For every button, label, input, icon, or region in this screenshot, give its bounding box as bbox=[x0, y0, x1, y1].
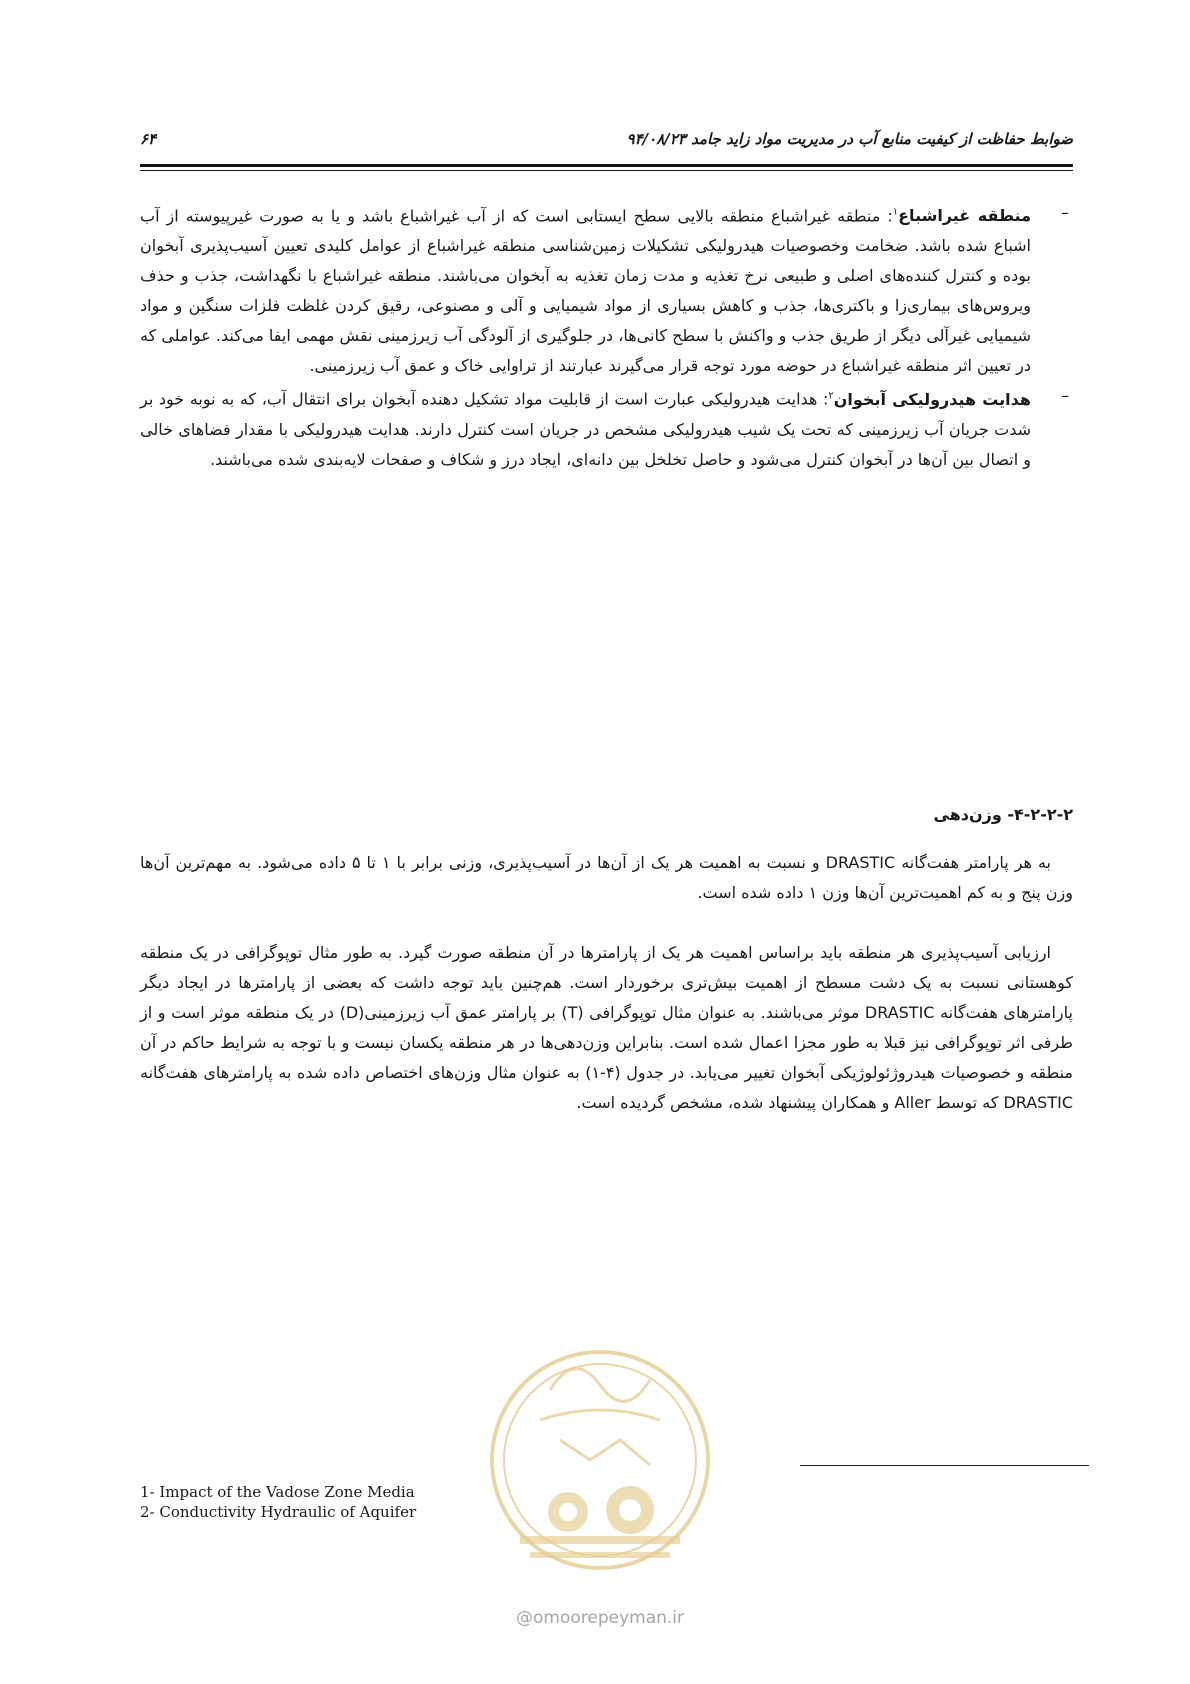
bullet-term bbox=[893, 206, 1031, 225]
page-number: ۶۴ bbox=[140, 130, 157, 148]
footnote-ref: ۱ bbox=[892, 207, 899, 218]
footnotes bbox=[140, 1482, 416, 1522]
header-title bbox=[609, 130, 1073, 148]
bullet-paragraph bbox=[140, 198, 1031, 381]
header-divider bbox=[140, 164, 1073, 171]
body-paragraph: به هر پارامتر هفت‌گانه DRASTIC و نسبت به اهمیت هر یک از آن‌ها در آسیب‌پذیری، وزنی برابر با ۱ تا ۵ داده می‌شود. به مهم‌ترین آن‌ها وزن پنج و به کم اهمیت‌ترین آن‌ها وزن ۱ داده شده است. bbox=[140, 853, 1073, 902]
header-title-text: ضوابط حفاظت از کیفیت منابع آب در مدیریت مواد زاید جامد bbox=[691, 130, 1073, 148]
footnote-divider bbox=[800, 1465, 1089, 1466]
bullet-term bbox=[828, 390, 1031, 409]
bullet-term-text: منطقه غیراشباع bbox=[898, 206, 1031, 226]
bullet-term-text: هدایت هیدرولیکی آبخوان bbox=[833, 389, 1032, 409]
footnote-item: 1- Impact of the Vadose Zone Media bbox=[140, 1483, 415, 1501]
watermark-text: @omoorepeyman.ir bbox=[515, 1608, 685, 1628]
footnote-item: 2- Conductivity Hydraulic of Aquifer bbox=[140, 1503, 417, 1521]
running-header bbox=[140, 128, 1073, 158]
header-date: ۹۴/۰۸/۲۳ bbox=[626, 130, 686, 148]
bullet-list bbox=[140, 198, 1073, 475]
bullet-item bbox=[140, 381, 1073, 474]
watermark bbox=[480, 1290, 720, 1640]
bullet-dash: – bbox=[1061, 386, 1069, 406]
bullet-text: : هدایت هیدرولیکی عبارت است از قابلیت مواد تشکیل دهنده آبخوان برای انتقال آب، که به نوبه خود بر شدت جریان آب زیرزمینی که تحت یک شیب هیدرولیکی مشخص در جریان است کنترل دارند. هدایت هیدرولیکی با مقدار فضاهای خالی و اتصال بین آن‌ها در آبخوان کنترل می‌شود و حاصل تخلخل بین دانه‌ای، ایجاد درز و شکاف و صفحات لایه‌بندی شده می‌باشند. bbox=[140, 389, 1031, 469]
footnote-ref: ۲ bbox=[828, 390, 834, 402]
bullet-item bbox=[140, 198, 1073, 381]
bullet-text: : منطقه غیراشباع منطقه بالایی سطح ایستابی است که از آب غیراشباع باشد و یا به صورت غیرپیوسته از آب اشباع شده باشد. ضخامت وخصوصیات هیدرولیکی تشکیلات زمین‌شناسی منطقه غیراشباع از عوامل کلیدی تعیین آسیب‌پذیری آبخوان بوده و کنترل کننده‌های اصلی و طبیعی نرخ تغذیه و مدت زمان تغذیه به آبخوان می‌باشند. منطقه غیراشباع با نگهداشت، جذب و حذف ویروس‌های بیماری‌زا و باکتری‌ها، جذب و کاهش بسیاری از مواد شیمیایی و آلی و مصنوعی، رقیق کردن غلظت فلزات سنگین و مواد شیمیایی غیرآلی دیگر از طریق جذب و واکنش با سطح کانی‌ها، در جلوگیری از آلودگی آب زیرزمینی نقش مهمی ایفا می‌کند. عواملی که در تعیین اثر منطقه غیراشباع در حوضه مورد توجه قرار می‌گیرند عبارتند از تراوایی خاک و عمق آب زیرزمینی. bbox=[140, 206, 1031, 376]
bullet-paragraph bbox=[140, 381, 1031, 474]
watermark-seal-icon bbox=[480, 1290, 720, 1610]
body-paragraph: ارزیابی آسیب‌پذیری هر منطقه باید براساس اهمیت هر یک از پارامترها در آن منطقه صورت گیرد. به طور مثال توپوگرافی در یک منطقه کوهستانی نسبت به یک دشت مسطح از اهمیت بیش‌تری برخوردار است. هم‌چنین باید توجه داشت که بعضی از پارامترها در ایجاد دیگر پارامترهای هفت‌گانه DRASTIC موثر می‌باشند. به عنوان مثال توپوگرافی (T) بر پارامتر عمق آب زیرزمینی(D) در یک منطقه موثر است و از طرفی اثر توپوگرافی نیز قبلا به طور مجزا اعمال شده است. بنابراین وزن‌دهی‌ها در هر منطقه یکسان نیست و با توجه به شرایط حاکم در آن منطقه و خصوصیات هیدروژئولوژیکی آبخوان تغییر می‌یابد. در جدول (۴-۱) به عنوان مثال وزن‌های اختصاص داده شده به پارامترهای هفت‌گانه DRASTIC که توسط Aller و همکاران پیشنهاد شده، مشخص گردیده است. bbox=[140, 943, 1073, 1112]
section-heading: ۴-۲-۲-۲- وزن‌دهی bbox=[933, 805, 1073, 824]
bullet-dash: – bbox=[1061, 203, 1069, 222]
